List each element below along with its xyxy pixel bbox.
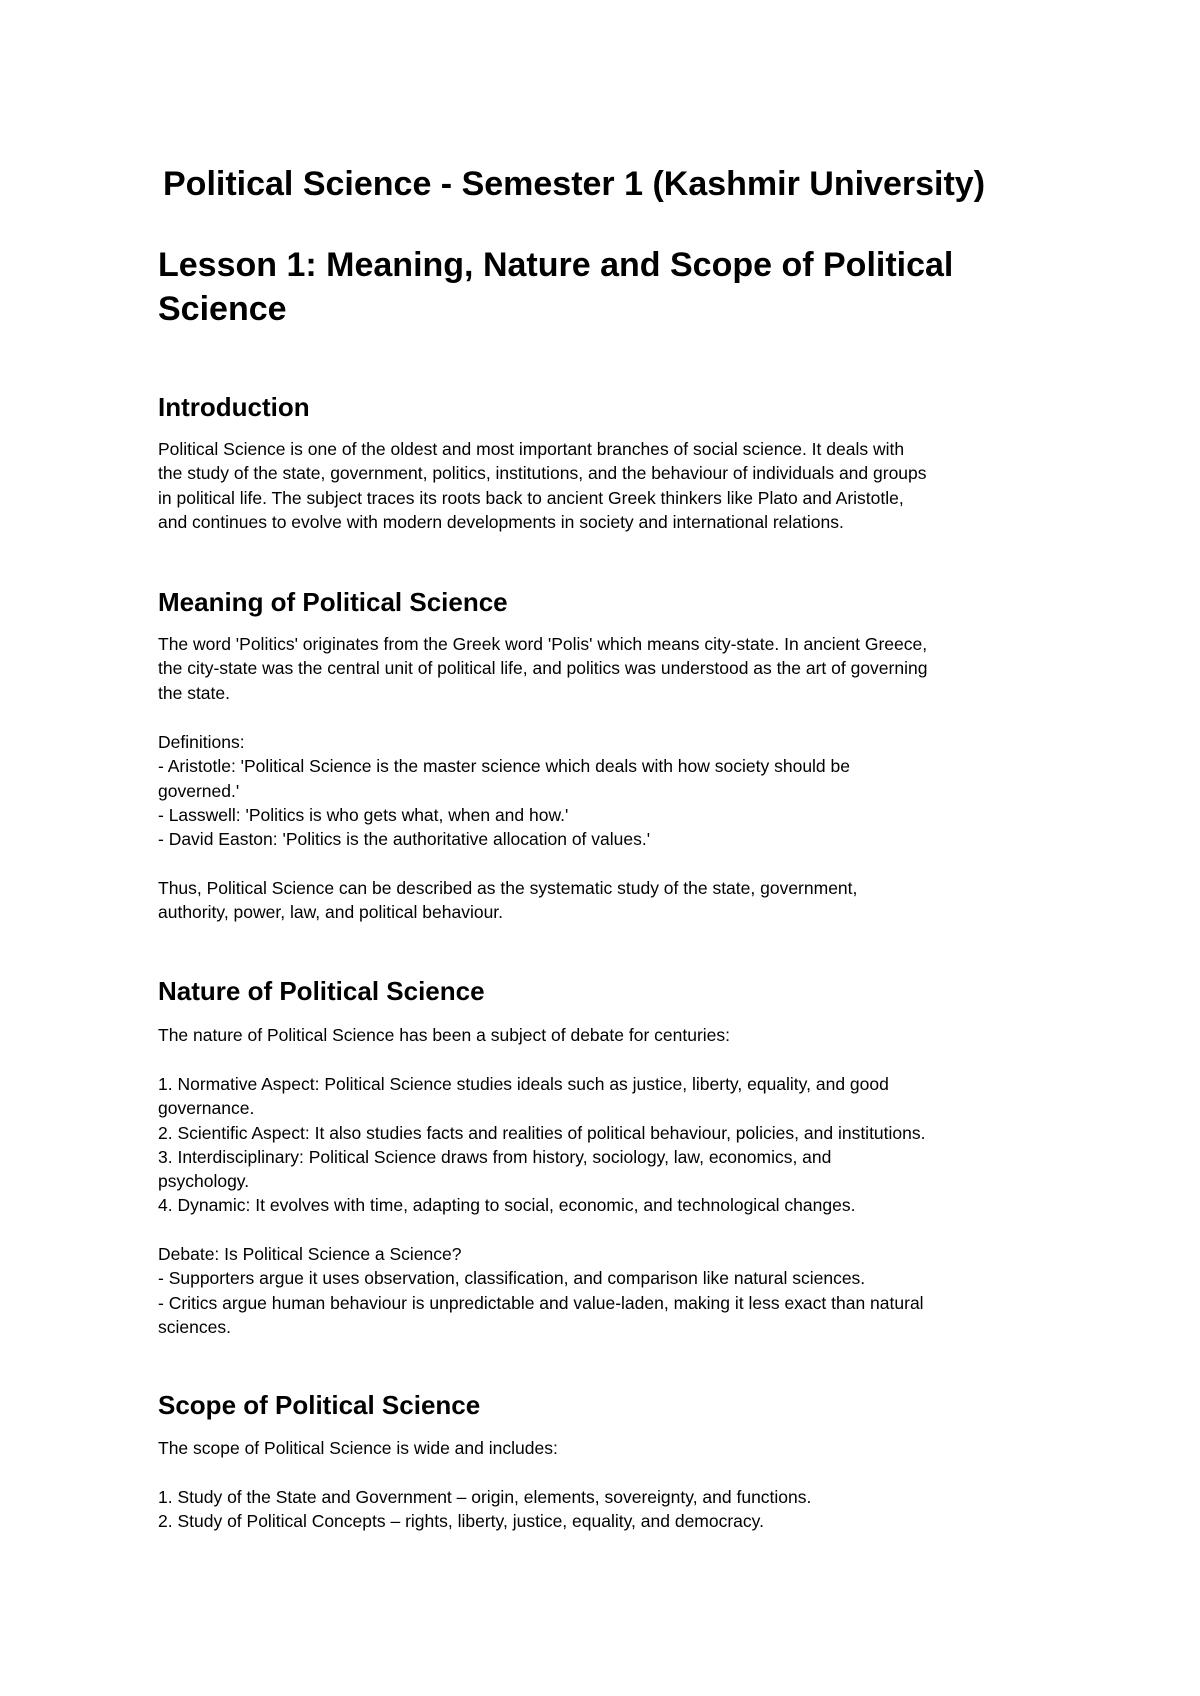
- introduction-paragraph: [158, 437, 927, 534]
- paragraph-line: the state.: [158, 682, 230, 703]
- meaning-conclusion: [158, 876, 857, 925]
- paragraph-line: The scope of Political Science is wide and includes:: [158, 1438, 558, 1458]
- nature-intro: [158, 1023, 730, 1047]
- definitions-line: Definitions:: [158, 732, 245, 752]
- debate-line: - Supporters argue it uses observation, classification, and comparison like natural sciences.: [158, 1268, 866, 1289]
- definitions-line: - Lasswell: 'Politics is who gets what, when and how.': [158, 804, 569, 825]
- definitions-line: - David Easton: 'Politics is the authoritative allocation of values.': [158, 829, 651, 850]
- list-item-line: 1. Normative Aspect: Political Science studies ideals such as justice, liberty, equality, and good: [158, 1074, 889, 1094]
- document-title: Political Science - Semester 1 (Kashmir University): [163, 165, 986, 203]
- paragraph-line: The nature of Political Science has been a subject of debate for centuries:: [158, 1025, 731, 1045]
- scope-heading: Scope of Political Science: [158, 1390, 481, 1420]
- definitions-block: [158, 730, 850, 851]
- meaning-paragraph: [158, 632, 927, 705]
- paragraph-line: the study of the state, government, politics, institutions, and the behaviour of individuals and groups: [158, 463, 927, 484]
- paragraph-line: Political Science is one of the oldest and most important branches of social science. It deals with: [158, 439, 905, 459]
- definitions-line: governed.': [158, 780, 240, 801]
- introduction-heading: Introduction: [158, 392, 310, 422]
- list-item-line: 1. Study of the State and Government – origin, elements, sovereignty, and functions.: [158, 1487, 812, 1507]
- paragraph-line: in political life. The subject traces its roots back to ancient Greek thinkers like Plato and Aristotle,: [158, 487, 904, 508]
- nature-list: [158, 1072, 926, 1218]
- definitions-line: - Aristotle: 'Political Science is the master science which deals with how society should be: [158, 756, 850, 777]
- scope-list: [158, 1485, 811, 1534]
- list-item-line: 3. Interdisciplinary: Political Science draws from history, sociology, law, economics, and: [158, 1146, 832, 1167]
- debate-line: Debate: Is Political Science a Science?: [158, 1244, 462, 1264]
- list-item-line: 4. Dynamic: It evolves with time, adapting to social, economic, and technological changes.: [158, 1195, 856, 1216]
- scope-intro: [158, 1436, 558, 1460]
- lesson-title-line: Science: [158, 290, 287, 328]
- list-item-line: governance.: [158, 1098, 255, 1119]
- list-item-line: 2. Study of Political Concepts – rights, liberty, justice, equality, and democracy.: [158, 1511, 764, 1532]
- debate-block: [158, 1242, 924, 1339]
- lesson-title: [158, 243, 953, 331]
- paragraph-line: the city-state was the central unit of political life, and politics was understood as the art of governing: [158, 658, 928, 679]
- meaning-heading: Meaning of Political Science: [158, 587, 508, 617]
- debate-line: sciences.: [158, 1316, 231, 1337]
- paragraph-line: and continues to evolve with modern developments in society and international relations.: [158, 511, 844, 532]
- paragraph-line: authority, power, law, and political behaviour.: [158, 902, 504, 923]
- list-item-line: psychology.: [158, 1171, 250, 1192]
- paragraph-line: Thus, Political Science can be described as the systematic study of the state, government,: [158, 878, 858, 898]
- list-item-line: 2. Scientific Aspect: It also studies facts and realities of political behaviour, policies, and institutions.: [158, 1122, 926, 1143]
- paragraph-line: The word 'Politics' originates from the Greek word 'Polis' which means city-state. In ancient Greece,: [158, 634, 928, 654]
- nature-heading: Nature of Political Science: [158, 976, 485, 1006]
- lesson-title-line: Lesson 1: Meaning, Nature and Scope of Political: [158, 246, 954, 284]
- debate-line: - Critics argue human behaviour is unpredictable and value-laden, making it less exact than natural: [158, 1292, 924, 1313]
